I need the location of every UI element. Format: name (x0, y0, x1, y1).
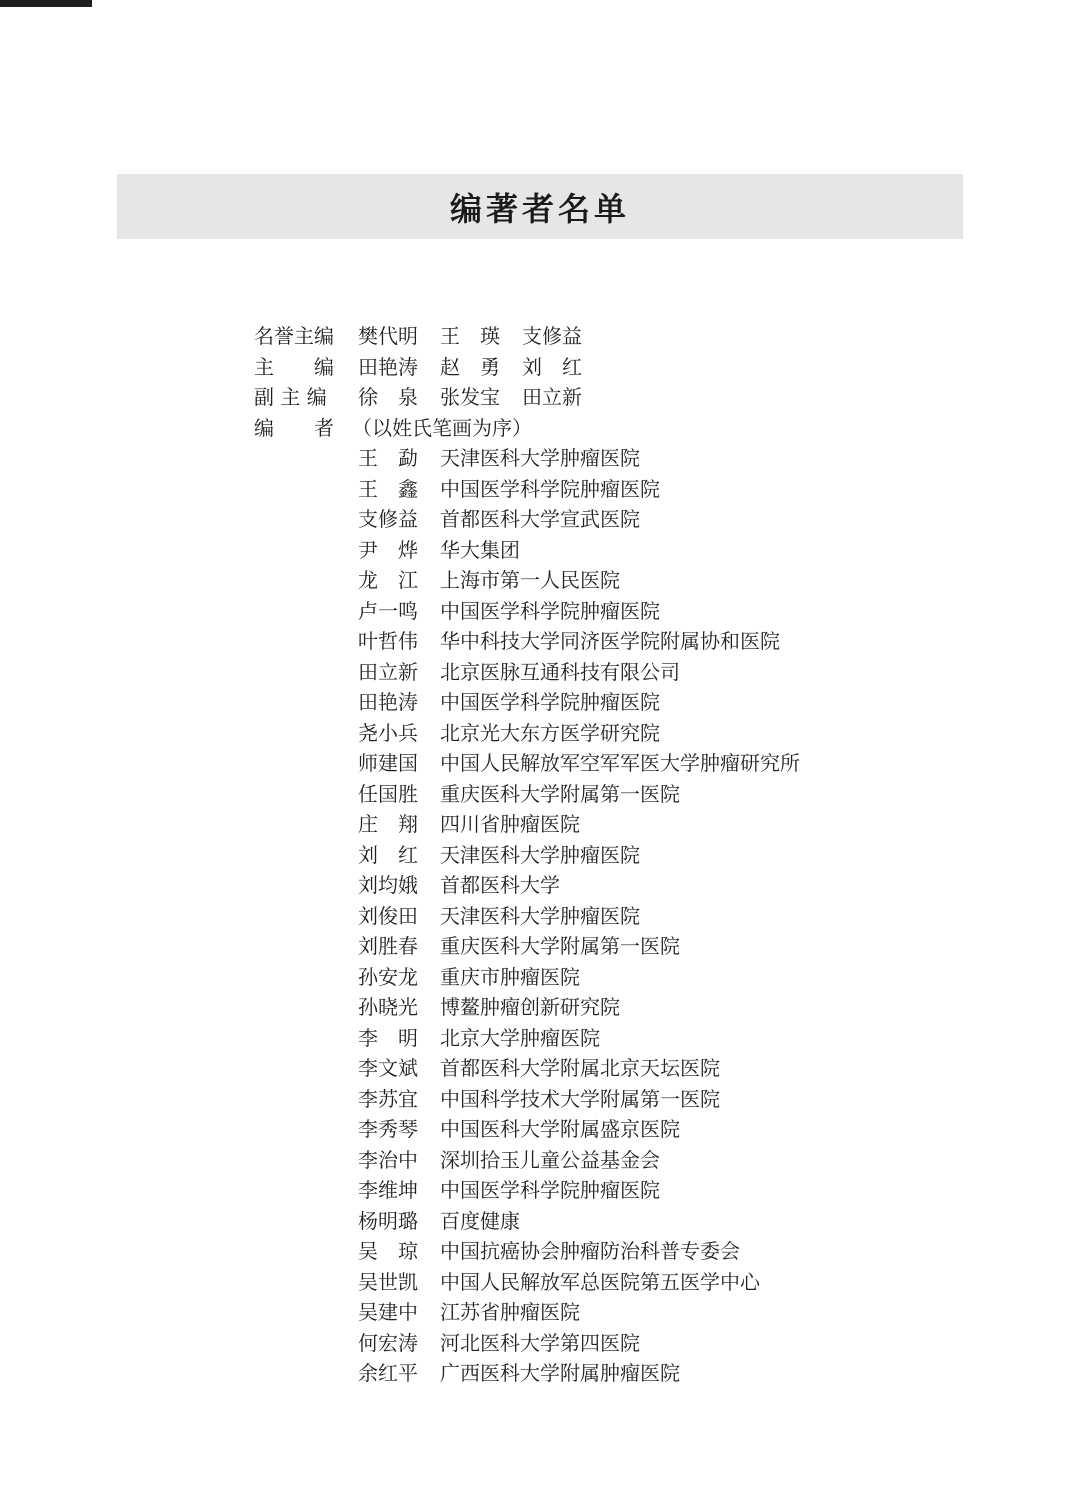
role-row-editors (254, 413, 1014, 444)
editor-name: 刘 红 (358, 842, 418, 867)
editor-row (358, 840, 1038, 871)
editor-name: 任国胜 (358, 781, 418, 806)
editor-affiliation: 重庆市肿瘤医院 (440, 964, 580, 989)
role-names (358, 382, 1014, 413)
editor-name: 卢一鸣 (358, 598, 418, 623)
editor-name: 庄 翔 (358, 812, 418, 836)
editor-affiliation: 重庆医科大学附属第一医院 (440, 781, 680, 806)
editor-name: 李治中 (358, 1147, 418, 1172)
editor-row (358, 1358, 1038, 1389)
role-label: 副 主 编 (254, 385, 327, 409)
editor-row (358, 901, 1038, 932)
editor-affiliation: 首都医科大学 (440, 873, 560, 897)
role-name: 田艳涛 (358, 354, 418, 379)
editor-row (358, 1297, 1038, 1328)
editor-affiliation: 首都医科大学附属北京天坛医院 (440, 1056, 720, 1080)
editor-name: 叶哲伟 (358, 629, 418, 653)
editor-name: 李文斌 (358, 1056, 418, 1080)
editor-row (358, 565, 1038, 596)
editor-row (358, 931, 1038, 962)
editor-name: 孙晓光 (358, 995, 418, 1019)
editor-affiliation: 首都医科大学宣武医院 (440, 507, 640, 531)
editor-affiliation: 中国抗癌协会肿瘤防治科普专委会 (440, 1239, 740, 1263)
corner-mark (0, 0, 92, 7)
editor-affiliation: 中国医科大学附属盛京医院 (440, 1117, 680, 1141)
role-row-honorary-chief (254, 321, 1014, 352)
editor-name: 李 明 (358, 1025, 418, 1050)
role-name: 樊代明 (358, 324, 418, 348)
editor-row (358, 1023, 1038, 1054)
editor-row (358, 626, 1038, 657)
editor-row (358, 596, 1038, 627)
editor-affiliation: 北京大学肿瘤医院 (440, 1025, 600, 1050)
editor-affiliation: 中国医学科学院肿瘤医院 (440, 1178, 660, 1202)
editor-affiliation: 重庆医科大学附属第一医院 (440, 934, 680, 958)
editor-row (358, 870, 1038, 901)
editor-row (358, 1206, 1038, 1237)
editor-affiliation: 中国医学科学院肿瘤医院 (440, 690, 660, 714)
role-name: 刘 红 (522, 354, 582, 379)
editor-name: 尧小兵 (358, 720, 418, 745)
role-label: 主 编 (254, 354, 334, 379)
role-row-chief-editor (254, 352, 1014, 383)
editor-affiliation: 天津医科大学肿瘤医院 (440, 903, 640, 928)
editor-row (358, 1328, 1038, 1359)
editor-affiliation: 北京光大东方医学研究院 (440, 720, 660, 745)
editor-row (358, 962, 1038, 993)
editor-name: 田立新 (358, 659, 418, 684)
ordering-note: （以姓氏笔画为序） (352, 415, 532, 440)
editor-row (358, 718, 1038, 749)
role-name: 田立新 (522, 385, 582, 409)
editor-row (358, 535, 1038, 566)
editor-name: 孙安龙 (358, 964, 418, 989)
editor-affiliation: 中国医学科学院肿瘤医院 (440, 598, 660, 623)
editor-name: 王 勐 (358, 446, 418, 470)
editor-name: 刘均娥 (358, 873, 418, 897)
editorial-roles (254, 321, 1014, 443)
role-name: 支修益 (522, 324, 582, 348)
editor-name: 支修益 (358, 507, 418, 531)
role-names (358, 321, 1014, 352)
editor-row (358, 809, 1038, 840)
role-name: 赵 勇 (440, 354, 500, 379)
editor-row (358, 1114, 1038, 1145)
editors-list (358, 443, 1038, 1389)
editor-affiliation: 江苏省肿瘤医院 (440, 1300, 580, 1324)
editor-name: 杨明璐 (358, 1208, 418, 1233)
page-title: 编著者名单 (449, 189, 630, 228)
editor-name: 刘俊田 (358, 903, 418, 928)
editor-row (358, 657, 1038, 688)
editor-row (358, 1053, 1038, 1084)
editor-name: 李苏宜 (358, 1086, 418, 1111)
role-names (358, 352, 1014, 383)
editor-affiliation: 上海市第一人民医院 (440, 568, 620, 592)
role-label: 名誉主编 (254, 324, 334, 348)
editor-affiliation: 北京医脉互通科技有限公司 (440, 659, 680, 684)
editor-name: 龙 江 (358, 568, 418, 592)
editor-affiliation: 中国人民解放军总医院第五医学中心 (440, 1269, 760, 1294)
editor-affiliation: 华中科技大学同济医学院附属协和医院 (440, 629, 780, 653)
editor-affiliation: 河北医科大学第四医院 (440, 1330, 640, 1355)
editor-affiliation: 深圳拾玉儿童公益基金会 (440, 1147, 660, 1172)
editor-affiliation: 广西医科大学附属肿瘤医院 (440, 1361, 680, 1385)
editor-affiliation: 四川省肿瘤医院 (440, 812, 580, 836)
editor-affiliation: 博鳌肿瘤创新研究院 (440, 995, 620, 1019)
editor-affiliation: 天津医科大学肿瘤医院 (440, 842, 640, 867)
editor-row (358, 443, 1038, 474)
role-names (352, 413, 1014, 444)
editor-row (358, 779, 1038, 810)
editor-affiliation: 百度健康 (440, 1208, 520, 1233)
role-name: 王 瑛 (440, 324, 500, 348)
editor-affiliation: 中国人民解放军空军军医大学肿瘤研究所 (440, 751, 800, 775)
editor-affiliation: 天津医科大学肿瘤医院 (440, 446, 640, 470)
editor-name: 田艳涛 (358, 690, 418, 714)
editor-name: 何宏涛 (358, 1330, 418, 1355)
editor-name: 师建国 (358, 751, 418, 775)
editor-row (358, 1267, 1038, 1298)
editor-name: 刘胜春 (358, 934, 418, 958)
editor-name: 吴建中 (358, 1300, 418, 1324)
role-name: 徐 泉 (358, 385, 418, 409)
role-row-deputy-chief (254, 382, 1014, 413)
editor-row (358, 1175, 1038, 1206)
editor-affiliation: 中国医学科学院肿瘤医院 (440, 476, 660, 501)
editor-name: 余红平 (358, 1361, 418, 1385)
editor-name: 吴 琼 (358, 1239, 418, 1263)
editor-row (358, 474, 1038, 505)
role-label: 编 者 (254, 415, 334, 440)
editor-row (358, 1084, 1038, 1115)
title-band (117, 174, 963, 239)
editor-name: 李秀琴 (358, 1117, 418, 1141)
editor-row (358, 1145, 1038, 1176)
editor-name: 吴世凯 (358, 1269, 418, 1294)
editor-row (358, 504, 1038, 535)
editor-affiliation: 中国科学技术大学附属第一医院 (440, 1086, 720, 1111)
role-name: 张发宝 (440, 385, 500, 409)
editor-row (358, 992, 1038, 1023)
editor-row (358, 687, 1038, 718)
editor-affiliation: 华大集团 (440, 537, 520, 562)
editor-row (358, 1236, 1038, 1267)
editor-row (358, 748, 1038, 779)
editor-name: 尹 烨 (358, 537, 418, 562)
editor-name: 王 鑫 (358, 476, 418, 501)
editor-name: 李维坤 (358, 1178, 418, 1202)
